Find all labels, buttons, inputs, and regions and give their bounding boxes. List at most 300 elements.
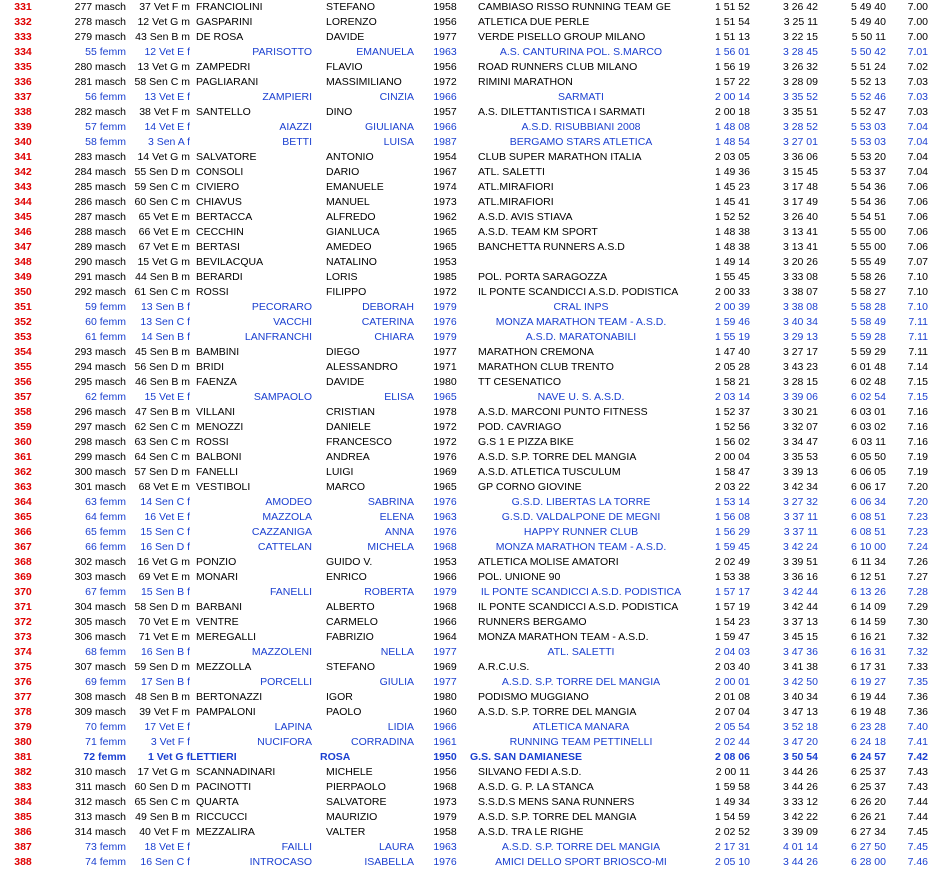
split-2-cell: 3 33 08 <box>782 271 818 283</box>
pace-cell: 7.44 <box>907 796 928 808</box>
club-cell: ATLETICA MOLISE AMATORI <box>478 556 619 568</box>
category-cell: 58 Sen D m <box>134 601 190 613</box>
surname-cell: BERTASI <box>196 241 240 253</box>
split-1-cell: 2 00 04 <box>714 451 750 463</box>
final-time-cell: 6 11 34 <box>851 556 886 568</box>
table-row <box>0 495 928 510</box>
first-name-cell: LORIS <box>326 271 358 283</box>
position-cell: 332 <box>14 16 32 28</box>
first-name-cell: NATALINO <box>326 256 377 268</box>
split-1-cell: 2 03 05 <box>714 151 750 163</box>
surname-cell: PAGLIARANI <box>196 76 259 88</box>
club-cell: CRAL INPS <box>553 301 609 313</box>
split-2-cell: 3 33 12 <box>782 796 818 808</box>
first-name-cell: DANIELE <box>326 421 371 433</box>
split-1-cell: 1 57 17 <box>714 586 750 598</box>
category-cell: 15 Vet E f <box>144 391 190 403</box>
split-2-cell: 3 41 38 <box>782 661 818 673</box>
final-time-cell: 5 55 00 <box>850 226 886 238</box>
gender-rank-cell: 60 femm <box>85 316 126 328</box>
gender-rank-cell: 299 masch <box>74 451 126 463</box>
split-2-cell: 3 39 06 <box>782 391 818 403</box>
surname-cell: VESTIBOLI <box>196 481 251 493</box>
position-cell: 380 <box>14 736 32 748</box>
birth-year-cell: 1972 <box>433 421 457 433</box>
gender-rank-cell: 283 masch <box>74 151 126 163</box>
final-time-cell: 5 54 36 <box>850 181 886 193</box>
birth-year-cell: 1957 <box>433 106 457 118</box>
final-time-cell: 5 59 29 <box>850 346 886 358</box>
gender-rank-cell: 66 femm <box>85 541 126 553</box>
final-time-cell: 6 01 48 <box>850 361 886 373</box>
birth-year-cell: 1968 <box>433 781 457 793</box>
split-1-cell: 1 59 45 <box>714 541 750 553</box>
first-name-cell: GIULIANA <box>364 121 414 133</box>
birth-year-cell: 1980 <box>433 691 457 703</box>
birth-year-cell: 1971 <box>433 361 457 373</box>
split-2-cell: 3 42 34 <box>782 481 818 493</box>
pace-cell: 7.43 <box>907 766 928 778</box>
split-1-cell: 1 53 38 <box>714 571 750 583</box>
pace-cell: 7.44 <box>907 811 928 823</box>
position-cell: 368 <box>14 556 32 568</box>
first-name-cell: LIDIA <box>387 721 414 733</box>
pace-cell: 7.16 <box>907 421 928 433</box>
table-row <box>0 165 928 180</box>
gender-rank-cell: 74 femm <box>85 856 126 868</box>
pace-cell: 7.40 <box>907 721 928 733</box>
birth-year-cell: 1963 <box>433 511 457 523</box>
category-cell: 59 Sen D m <box>134 661 190 673</box>
first-name-cell: LUIGI <box>326 466 354 478</box>
pace-cell: 7.33 <box>907 661 928 673</box>
birth-year-cell: 1979 <box>433 811 457 823</box>
position-cell: 369 <box>14 571 32 583</box>
birth-year-cell: 1972 <box>433 436 457 448</box>
final-time-cell: 6 16 31 <box>850 646 886 658</box>
position-cell: 366 <box>14 526 32 538</box>
split-1-cell: 1 58 21 <box>714 376 750 388</box>
gender-rank-cell: 62 femm <box>85 391 126 403</box>
position-cell: 378 <box>14 706 32 718</box>
table-row <box>0 675 928 690</box>
club-cell: MONZA MARATHON TEAM - A.S.D. <box>478 631 649 643</box>
club-cell: MARATHON CLUB TRENTO <box>478 361 614 373</box>
birth-year-cell: 1964 <box>433 631 457 643</box>
gender-rank-cell: 72 femm <box>83 751 126 763</box>
final-time-cell: 5 50 11 <box>851 31 886 43</box>
club-cell: GP CORNO GIOVINE <box>478 481 582 493</box>
first-name-cell: NELLA <box>380 646 414 658</box>
birth-year-cell: 1976 <box>433 856 457 868</box>
position-cell: 334 <box>14 46 32 58</box>
split-2-cell: 3 39 13 <box>782 466 818 478</box>
split-2-cell: 3 44 26 <box>782 856 818 868</box>
position-cell: 364 <box>14 496 32 508</box>
split-1-cell: 2 05 54 <box>714 721 750 733</box>
club-cell: A.S. CANTURINA POL. S.MARCO <box>499 46 663 58</box>
pace-cell: 7.10 <box>907 286 928 298</box>
surname-cell: ROSSI <box>196 436 229 448</box>
first-name-cell: CARMELO <box>326 616 378 628</box>
gender-rank-cell: 277 masch <box>74 1 126 13</box>
split-2-cell: 3 47 13 <box>782 706 818 718</box>
club-cell: ATL. SALETTI <box>478 166 545 178</box>
club-cell: SARMATI <box>558 91 604 103</box>
first-name-cell: ANDREA <box>326 451 370 463</box>
position-cell: 375 <box>14 661 32 673</box>
first-name-cell: CORRADINA <box>350 736 414 748</box>
final-time-cell: 6 16 21 <box>850 631 886 643</box>
pace-cell: 7.11 <box>908 346 928 358</box>
surname-cell: MENOZZI <box>196 421 244 433</box>
split-1-cell: 1 55 45 <box>714 271 750 283</box>
category-cell: 13 Sen B f <box>140 301 190 313</box>
split-1-cell: 1 54 23 <box>714 616 750 628</box>
pace-cell: 7.00 <box>907 1 928 13</box>
table-row <box>0 735 928 750</box>
split-2-cell: 3 28 45 <box>782 46 818 58</box>
table-row <box>0 750 928 765</box>
club-cell: TT CESENATICO <box>478 376 562 388</box>
pace-cell: 7.06 <box>907 226 928 238</box>
split-1-cell: 1 56 08 <box>714 511 750 523</box>
table-row <box>0 135 928 150</box>
club-cell: ATL.MIRAFIORI <box>478 181 554 193</box>
final-time-cell: 5 54 51 <box>850 211 886 223</box>
category-cell: 17 Sen B f <box>140 676 190 688</box>
first-name-cell: DEBORAH <box>362 301 414 313</box>
split-1-cell: 1 52 52 <box>714 211 750 223</box>
first-name-cell: LORENZO <box>326 16 377 28</box>
birth-year-cell: 1985 <box>433 271 457 283</box>
pace-cell: 7.29 <box>907 601 928 613</box>
first-name-cell: GIULIA <box>379 676 414 688</box>
table-row <box>0 465 928 480</box>
surname-cell: CIVIERO <box>196 181 240 193</box>
club-cell: A.S.D. TRA LE RIGHE <box>478 826 584 838</box>
birth-year-cell: 1958 <box>433 1 457 13</box>
split-1-cell: 2 00 01 <box>714 676 750 688</box>
final-time-cell: 5 58 27 <box>850 286 886 298</box>
split-2-cell: 3 17 49 <box>782 196 818 208</box>
club-cell: G.S. SAN DAMIANESE <box>470 751 583 763</box>
birth-year-cell: 1965 <box>433 481 457 493</box>
table-row <box>0 555 928 570</box>
category-cell: 47 Sen B m <box>135 406 190 418</box>
split-2-cell: 3 15 45 <box>782 166 818 178</box>
split-2-cell: 3 45 15 <box>782 631 818 643</box>
final-time-cell: 6 25 37 <box>850 766 886 778</box>
position-cell: 384 <box>14 796 32 808</box>
first-name-cell: CRISTIAN <box>326 406 376 418</box>
table-row <box>0 390 928 405</box>
birth-year-cell: 1973 <box>433 796 457 808</box>
birth-year-cell: 1966 <box>433 121 457 133</box>
gender-rank-cell: 293 masch <box>74 346 126 358</box>
first-name-cell: IGOR <box>326 691 353 703</box>
club-cell: BERGAMO STARS ATLETICA <box>509 136 653 148</box>
table-row <box>0 810 928 825</box>
club-cell: A.S.D. S.P. TORRE DEL MANGIA <box>478 451 637 463</box>
first-name-cell: DARIO <box>326 166 360 178</box>
surname-cell: FRANCIOLINI <box>196 1 263 13</box>
club-cell: BANCHETTA RUNNERS A.S.D <box>478 241 625 253</box>
split-1-cell: 1 56 19 <box>714 61 750 73</box>
position-cell: 351 <box>14 301 32 313</box>
category-cell: 14 Vet G m <box>137 151 190 163</box>
birth-year-cell: 1968 <box>433 541 457 553</box>
split-2-cell: 3 40 34 <box>782 316 818 328</box>
category-cell: 14 Sen B f <box>140 331 190 343</box>
surname-cell: FAILLI <box>281 841 312 853</box>
split-1-cell: 2 08 06 <box>714 751 750 763</box>
category-cell: 60 Sen D m <box>134 781 190 793</box>
category-cell: 40 Vet F m <box>139 826 190 838</box>
category-cell: 38 Vet F m <box>139 106 190 118</box>
birth-year-cell: 1977 <box>433 346 457 358</box>
first-name-cell: ISABELLA <box>364 856 414 868</box>
club-cell: A.S.D. TEAM KM SPORT <box>478 226 598 238</box>
split-2-cell: 3 39 51 <box>782 556 818 568</box>
gender-rank-cell: 57 femm <box>85 121 126 133</box>
final-time-cell: 6 26 21 <box>850 811 886 823</box>
table-row <box>0 315 928 330</box>
pace-cell: 7.15 <box>907 376 928 388</box>
final-time-cell: 5 51 24 <box>850 61 886 73</box>
pace-cell: 7.27 <box>907 571 928 583</box>
surname-cell: SAMPAOLO <box>253 391 312 403</box>
position-cell: 338 <box>14 106 32 118</box>
position-cell: 388 <box>14 856 32 868</box>
surname-cell: CAZZANIGA <box>251 526 312 538</box>
table-row <box>0 615 928 630</box>
split-1-cell: 2 00 18 <box>714 106 750 118</box>
birth-year-cell: 1956 <box>433 766 457 778</box>
pace-cell: 7.06 <box>907 241 928 253</box>
first-name-cell: ELENA <box>379 511 414 523</box>
category-cell: 59 Sen C m <box>134 181 190 193</box>
category-cell: 60 Sen C m <box>134 196 190 208</box>
first-name-cell: DAVIDE <box>326 31 365 43</box>
table-row <box>0 765 928 780</box>
table-row <box>0 75 928 90</box>
category-cell: 16 Sen C f <box>140 856 190 868</box>
category-cell: 65 Sen C m <box>134 796 190 808</box>
pace-cell: 7.43 <box>907 781 928 793</box>
position-cell: 331 <box>14 1 32 13</box>
category-cell: 70 Vet E m <box>138 616 190 628</box>
category-cell: 3 Vet F f <box>150 736 190 748</box>
surname-cell: BERARDI <box>196 271 243 283</box>
split-2-cell: 3 40 34 <box>782 691 818 703</box>
club-cell: ATLETICA DUE PERLE <box>478 16 590 28</box>
gender-rank-cell: 308 masch <box>74 691 126 703</box>
first-name-cell: DIEGO <box>326 346 360 358</box>
position-cell: 339 <box>14 121 32 133</box>
table-row <box>0 270 928 285</box>
first-name-cell: PIERPAOLO <box>326 781 386 793</box>
split-1-cell: 2 01 08 <box>714 691 750 703</box>
table-row <box>0 720 928 735</box>
pace-cell: 7.10 <box>907 301 928 313</box>
club-cell: A.S. DILETTANTISTICA I SARMATI <box>478 106 646 118</box>
table-row <box>0 195 928 210</box>
pace-cell: 7.03 <box>907 91 928 103</box>
category-cell: 37 Vet F m <box>139 1 190 13</box>
first-name-cell: LUISA <box>383 136 414 148</box>
birth-year-cell: 1987 <box>433 136 457 148</box>
gender-rank-cell: 295 masch <box>74 376 126 388</box>
first-name-cell: LAURA <box>378 841 414 853</box>
split-2-cell: 3 27 32 <box>782 496 818 508</box>
category-cell: 44 Sen B m <box>135 271 190 283</box>
gender-rank-cell: 309 masch <box>74 706 126 718</box>
gender-rank-cell: 63 femm <box>85 496 126 508</box>
table-row <box>0 690 928 705</box>
split-2-cell: 3 44 26 <box>782 781 818 793</box>
split-2-cell: 3 25 11 <box>783 16 818 28</box>
first-name-cell: GUIDO V. <box>326 556 373 568</box>
gender-rank-cell: 61 femm <box>85 331 126 343</box>
split-2-cell: 3 42 44 <box>782 601 818 613</box>
pace-cell: 7.45 <box>907 826 928 838</box>
split-1-cell: 1 47 40 <box>714 346 750 358</box>
category-cell: 68 Vet E m <box>138 481 190 493</box>
position-cell: 348 <box>14 256 32 268</box>
birth-year-cell: 1953 <box>433 256 457 268</box>
birth-year-cell: 1966 <box>433 616 457 628</box>
category-cell: 16 Sen B f <box>140 646 190 658</box>
category-cell: 15 Sen C f <box>140 526 190 538</box>
surname-cell: VACCHI <box>273 316 312 328</box>
gender-rank-cell: 55 femm <box>85 46 126 58</box>
surname-cell: BERTONAZZI <box>196 691 263 703</box>
split-1-cell: 1 58 47 <box>714 466 750 478</box>
final-time-cell: 6 06 05 <box>850 466 886 478</box>
table-row <box>0 330 928 345</box>
gender-rank-cell: 288 masch <box>74 226 126 238</box>
gender-rank-cell: 307 masch <box>74 661 126 673</box>
pace-cell: 7.36 <box>907 706 928 718</box>
club-cell: A.S.D. ATLETICA TUSCULUM <box>478 466 621 478</box>
first-name-cell: FLAVIO <box>326 61 363 73</box>
club-cell: CAMBIASO RISSO RUNNING TEAM GE <box>478 1 671 13</box>
category-cell: 18 Vet E f <box>144 841 190 853</box>
gender-rank-cell: 304 masch <box>74 601 126 613</box>
position-cell: 371 <box>14 601 32 613</box>
position-cell: 337 <box>14 91 32 103</box>
final-time-cell: 5 58 28 <box>850 301 886 313</box>
category-cell: 14 Sen C f <box>140 496 190 508</box>
birth-year-cell: 1958 <box>433 826 457 838</box>
club-cell: A.R.C.U.S. <box>478 661 530 673</box>
category-cell: 15 Sen B f <box>140 586 190 598</box>
pace-cell: 7.42 <box>907 751 928 763</box>
pace-cell: 7.06 <box>907 211 928 223</box>
table-row <box>0 600 928 615</box>
gender-rank-cell: 312 masch <box>74 796 126 808</box>
split-1-cell: 2 17 31 <box>714 841 750 853</box>
split-1-cell: 1 51 52 <box>714 1 750 13</box>
gender-rank-cell: 289 masch <box>74 241 126 253</box>
gender-rank-cell: 301 masch <box>74 481 126 493</box>
split-1-cell: 2 07 04 <box>714 706 750 718</box>
club-cell: A.S.D. RISUBBIANI 2008 <box>521 121 641 133</box>
pace-cell: 7.03 <box>907 106 928 118</box>
split-1-cell: 2 02 44 <box>714 736 750 748</box>
table-row <box>0 60 928 75</box>
club-cell: ATL.MIRAFIORI <box>478 196 554 208</box>
final-time-cell: 6 08 51 <box>850 526 886 538</box>
position-cell: 359 <box>14 421 32 433</box>
split-1-cell: 1 54 59 <box>714 811 750 823</box>
club-cell: RUNNING TEAM PETTINELLI <box>509 736 653 748</box>
surname-cell: BALBONI <box>196 451 242 463</box>
birth-year-cell: 1980 <box>433 376 457 388</box>
first-name-cell: ROSA <box>320 751 351 763</box>
position-cell: 333 <box>14 31 32 43</box>
first-name-cell: AMEDEO <box>326 241 372 253</box>
surname-cell: PONZIO <box>196 556 237 568</box>
birth-year-cell: 1956 <box>433 16 457 28</box>
split-1-cell: 1 57 22 <box>714 76 750 88</box>
gender-rank-cell: 294 masch <box>74 361 126 373</box>
final-time-cell: 6 27 50 <box>850 841 886 853</box>
club-cell: POD. CAVRIAGO <box>478 421 562 433</box>
position-cell: 360 <box>14 436 32 448</box>
split-2-cell: 3 38 07 <box>782 286 818 298</box>
final-time-cell: 5 53 37 <box>850 166 886 178</box>
split-1-cell: 1 48 54 <box>714 136 750 148</box>
gender-rank-cell: 70 femm <box>85 721 126 733</box>
pace-cell: 7.11 <box>908 316 928 328</box>
split-1-cell: 1 59 58 <box>714 781 750 793</box>
first-name-cell: MICHELA <box>367 541 414 553</box>
birth-year-cell: 1972 <box>433 286 457 298</box>
surname-cell: MAZZOLA <box>262 511 312 523</box>
club-cell: A.S.D. MARATONABILI <box>525 331 637 343</box>
category-cell: 46 Sen B m <box>135 376 190 388</box>
position-cell: 346 <box>14 226 32 238</box>
split-2-cell: 3 32 07 <box>782 421 818 433</box>
surname-cell: PAMPALONI <box>196 706 256 718</box>
club-cell: A.S.D. G. P. LA STANCA <box>478 781 594 793</box>
first-name-cell: ANTONIO <box>326 151 374 163</box>
first-name-cell: ALESSANDRO <box>326 361 398 373</box>
birth-year-cell: 1963 <box>433 841 457 853</box>
first-name-cell: SABRINA <box>367 496 414 508</box>
gender-rank-cell: 65 femm <box>85 526 126 538</box>
final-time-cell: 5 55 49 <box>850 256 886 268</box>
split-1-cell: 1 48 38 <box>714 226 750 238</box>
position-cell: 361 <box>14 451 32 463</box>
gender-rank-cell: 56 femm <box>85 91 126 103</box>
split-1-cell: 1 52 56 <box>714 421 750 433</box>
final-time-cell: 5 58 26 <box>850 271 886 283</box>
position-cell: 373 <box>14 631 32 643</box>
category-cell: 61 Sen C m <box>134 286 190 298</box>
final-time-cell: 6 02 48 <box>850 376 886 388</box>
surname-cell: PORCELLI <box>260 676 312 688</box>
surname-cell: INTROCASO <box>249 856 312 868</box>
surname-cell: CATTELAN <box>257 541 312 553</box>
category-cell: 14 Vet E f <box>144 121 190 133</box>
split-1-cell: 1 56 01 <box>714 46 750 58</box>
birth-year-cell: 1979 <box>433 586 457 598</box>
surname-cell: PECORARO <box>251 301 312 313</box>
gender-rank-cell: 286 masch <box>74 196 126 208</box>
